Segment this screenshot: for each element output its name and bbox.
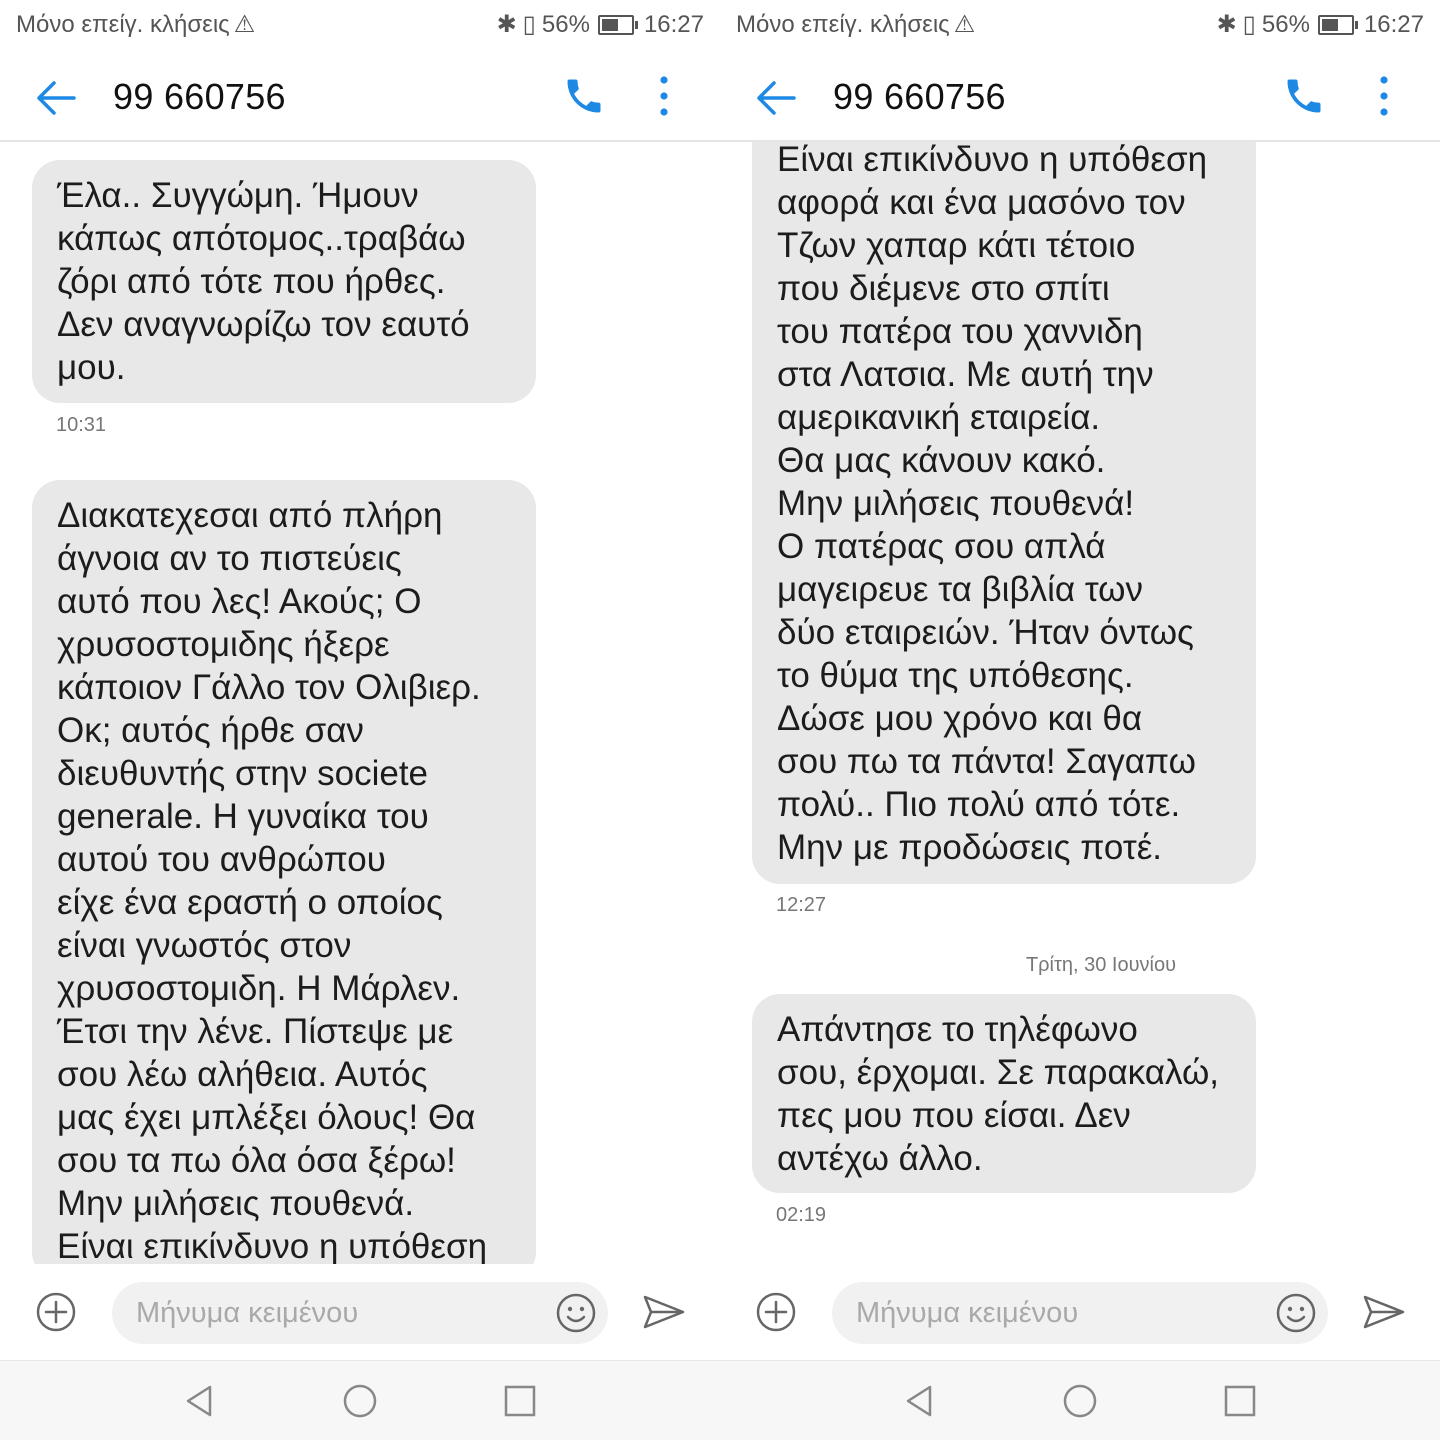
more-options-icon[interactable] <box>650 74 678 118</box>
nav-recents-icon[interactable] <box>1222 1383 1258 1419</box>
nav-recents-icon[interactable] <box>502 1383 538 1419</box>
carrier-status: Μόνο επείγ. κλήσεις ⚠ <box>16 11 256 38</box>
battery-percent: 56% <box>541 10 590 38</box>
message-input[interactable] <box>832 1282 1328 1344</box>
bluetooth-icon: ✱ <box>496 11 517 38</box>
back-arrow-icon[interactable] <box>754 76 798 120</box>
conversation-header <box>720 50 1440 142</box>
nav-back-icon[interactable] <box>902 1383 938 1419</box>
date-separator: Τρίτη, 30 Ιουνίου <box>1025 954 1177 976</box>
message-list[interactable] <box>0 142 720 1264</box>
message-bubble: Απάντησε το τηλέφωνο σου, έρχομαι. Σε παρακαλώ, πες μου που είσαι. Δεν αντέχω άλλο. <box>752 994 1256 1193</box>
message-time: 02:19 <box>776 1204 827 1226</box>
composer-bar <box>0 1264 720 1360</box>
message-bubble: Διακατεχεσαι από πλήρη άγνοια αν το πιστεύεις αυτό που λες! Ακούς; Ο χρυσοστομιδης ήξερε κάποιον Γάλλο τον Ολιβιερ. Οκ; αυτός ήρθε σαν διευθυντής στην societe generale. Η γυναίκα του αυτού του ανθρώπου είχε ένα εραστή ο οποίος είναι γνωστός στον χρυσοστομιδη. Η Μάρλεν. Έτσι την λένε. Πίστεψε με σου λέω αλήθεια. Αυτός μας έχει μπλέξει όλους! Θα σου τα πω όλα όσα ξέρω! Μην μιλήσεις πουθενά. Είναι επικίνδυνο η υπόθεση <box>32 480 536 1264</box>
message-bubble: Είναι επικίνδυνο η υπόθεση αφορά και ένα μασόνο τον Τζων χαπαρ κάτι τέτοιο που διέμενε στο σπίτι του πατέρα του χαννιδη στα Λατσια. Με αυτή την αμερικανική εταιρεία. Θα μας κάνουν κακό. Μην μιλήσεις πουθενά! Ο πατέρας σου απλά μαγειρευε τα βιβλία των δύο εταιρειών. Ήταν όντως το θύμα της υπόθεσης. Δώσε μου χρόνο και θα σου πω τα πάντα! Σαγαπω πολύ.. Πιο πολύ από τότε. Μην με προδώσεις ποτέ. <box>752 142 1256 884</box>
battery-icon <box>598 15 634 35</box>
nav-home-icon[interactable] <box>1062 1383 1098 1419</box>
message-input-placeholder: Μήνυμα κειμένου <box>856 1297 1079 1329</box>
more-options-icon[interactable] <box>1370 74 1398 118</box>
clock: 16:27 <box>1363 10 1424 38</box>
clock: 16:27 <box>643 10 704 38</box>
vibrate-icon: ▯ <box>522 11 536 38</box>
vibrate-icon: ▯ <box>1242 11 1256 38</box>
message-input[interactable] <box>112 1282 608 1344</box>
emoji-icon[interactable] <box>556 1293 596 1333</box>
system-nav-bar <box>0 1360 720 1440</box>
battery-icon <box>1318 15 1354 35</box>
nav-home-icon[interactable] <box>342 1383 378 1419</box>
send-icon[interactable] <box>642 1294 686 1330</box>
conversation-panel-right <box>720 0 1440 1440</box>
status-right <box>497 10 704 39</box>
phone-call-icon[interactable] <box>1282 74 1326 118</box>
message-input-placeholder: Μήνυμα κειμένου <box>136 1297 359 1329</box>
bluetooth-icon: ✱ <box>1216 11 1237 38</box>
system-nav-bar <box>720 1360 1440 1440</box>
message-list[interactable] <box>720 142 1440 1264</box>
emoji-icon[interactable] <box>1276 1293 1316 1333</box>
phone-call-icon[interactable] <box>562 74 606 118</box>
back-arrow-icon[interactable] <box>34 76 78 120</box>
warning-icon: ⚠ <box>953 11 976 38</box>
send-icon[interactable] <box>1362 1294 1406 1330</box>
message-time: 12:27 <box>776 894 827 916</box>
carrier-status: Μόνο επείγ. κλήσεις ⚠ <box>736 11 976 38</box>
warning-icon: ⚠ <box>233 11 256 38</box>
contact-number: 99 660756 <box>833 76 1006 117</box>
status-bar <box>0 0 720 50</box>
add-attachment-icon[interactable] <box>36 1292 76 1332</box>
conversation-header <box>0 50 720 142</box>
composer-bar <box>720 1264 1440 1360</box>
battery-percent: 56% <box>1261 10 1310 38</box>
contact-number: 99 660756 <box>113 76 286 117</box>
status-right <box>1217 10 1424 39</box>
status-bar <box>720 0 1440 50</box>
nav-back-icon[interactable] <box>182 1383 218 1419</box>
message-time: 10:31 <box>56 414 107 436</box>
message-bubble: Έλα.. Συγγώμη. Ήμουν κάπως απότομος..τραβάω ζόρι από τότε που ήρθες. Δεν αναγνωρίζω τον εαυτό μου. <box>32 160 536 403</box>
add-attachment-icon[interactable] <box>756 1292 796 1332</box>
